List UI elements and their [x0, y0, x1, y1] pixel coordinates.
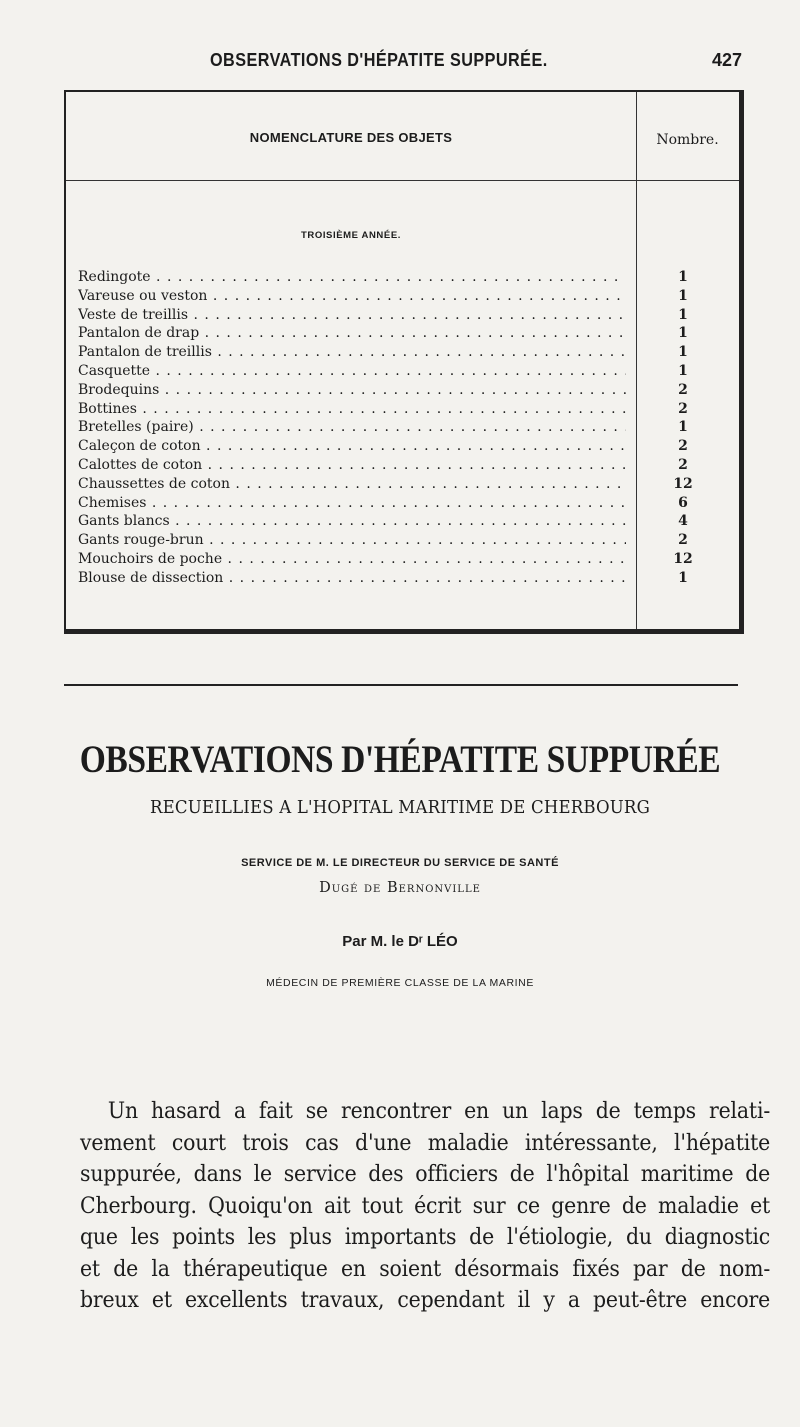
row-count: 1	[678, 269, 688, 285]
table-row	[78, 550, 726, 569]
row-label: Redingote . . .	[78, 268, 626, 287]
body-line: suppurée, dans le service des officiers de l'hôpital maritime de	[80, 1162, 771, 1187]
director-name: Dugé de Bernonville	[319, 880, 481, 896]
table-row	[78, 512, 726, 531]
table-row	[78, 456, 726, 475]
row-count: 4	[678, 513, 688, 530]
row-label: Caleçon de coton . . .	[78, 437, 626, 456]
row-count: 2	[678, 381, 688, 398]
row-label: Calottes de coton . . .	[78, 456, 626, 475]
body-line: et de la thérapeutique en soient désormais fixés par de nom-	[80, 1256, 771, 1282]
row-count: 1	[678, 362, 688, 379]
row-count: 1	[678, 419, 688, 436]
author-line: Par M. le Dʳ LÉO	[342, 933, 458, 950]
body-line: breux et excellents travaux, cependant il y a peut-être encore	[80, 1288, 771, 1313]
header-objects: NOMENCLATURE DES OBJETS	[249, 130, 453, 145]
row-label: Vareuse ou veston . . .	[78, 287, 626, 306]
table-row	[78, 494, 726, 513]
row-label: Veste de treillis . . .	[78, 306, 626, 325]
table-row	[78, 362, 726, 381]
row-label: Chaussettes de coton . . .	[78, 475, 626, 494]
author-title: MÉDECIN DE PREMIÈRE CLASSE DE LA MARINE	[266, 977, 534, 989]
row-label: Gants blancs . . .	[78, 512, 626, 531]
section-separator	[64, 684, 738, 686]
row-count: 12	[673, 475, 693, 492]
row-count: 12	[673, 550, 693, 567]
row-count: 2	[678, 400, 688, 417]
table-row	[78, 324, 726, 343]
row-count: 1	[678, 325, 688, 342]
table-row	[78, 418, 726, 437]
body-line: que les points les plus importants de l'étiologie, du diagnostic	[80, 1225, 771, 1250]
table-row	[78, 569, 726, 588]
row-count: 6	[678, 494, 688, 511]
table-row	[78, 400, 726, 419]
body-line: Un hasard a fait se rencontrer en un laps de temps relati-	[107, 1099, 771, 1124]
running-title: OBSERVATIONS D'HÉPATITE SUPPURÉE.	[210, 50, 548, 70]
row-label: Blouse de dissection . . .	[78, 569, 626, 588]
service-line: SERVICE DE M. LE DIRECTEUR DU SERVICE DE SANTÉ	[241, 857, 559, 869]
row-count: 2	[678, 532, 688, 549]
table-row	[78, 287, 726, 306]
body-line: vement court trois cas d'une maladie intéressante, l'hépatite	[80, 1130, 771, 1156]
header-count: Nombre.	[656, 132, 719, 148]
row-count: 1	[678, 306, 688, 323]
table-row	[78, 381, 726, 400]
row-label: Brodequins . . .	[78, 381, 626, 400]
row-label: Pantalon de drap . . .	[78, 324, 626, 343]
table-row	[78, 268, 726, 287]
article-title: OBSERVATIONS D'HÉPATITE SUPPURÉE	[79, 738, 721, 781]
row-count: 2	[678, 456, 688, 473]
body-paragraph	[80, 1096, 770, 1317]
table-rows	[78, 268, 726, 588]
table-row	[78, 306, 726, 325]
row-count: 1	[678, 287, 688, 304]
row-count: 1	[678, 344, 688, 361]
row-label: Mouchoirs de poche . . .	[78, 550, 626, 569]
row-count: 1	[678, 569, 688, 586]
row-label: Chemises . . .	[78, 494, 626, 513]
page-number: 427	[711, 50, 742, 70]
header-rule	[66, 180, 739, 181]
article-subtitle: RECUEILLIES A L'HOPITAL MARITIME DE CHERBOURG	[150, 797, 650, 818]
row-label: Gants rouge-brun . . .	[78, 531, 626, 550]
body-line: Cherbourg. Quoiqu'on ait tout écrit sur ce genre de maladie et	[80, 1193, 771, 1219]
row-count: 2	[678, 438, 688, 455]
row-label: Pantalon de treillis . . .	[78, 343, 626, 362]
table-row	[78, 437, 726, 456]
row-label: Bretelles (paire) . . .	[78, 418, 626, 437]
table-row	[78, 531, 726, 550]
running-head	[60, 50, 750, 76]
row-label: Casquette . . .	[78, 362, 626, 381]
table-row	[78, 343, 726, 362]
section-label: TROISIÈME ANNÉE.	[300, 230, 402, 241]
row-label: Bottines . . .	[78, 400, 626, 419]
table-row	[78, 475, 726, 494]
inventory-table	[64, 90, 744, 634]
